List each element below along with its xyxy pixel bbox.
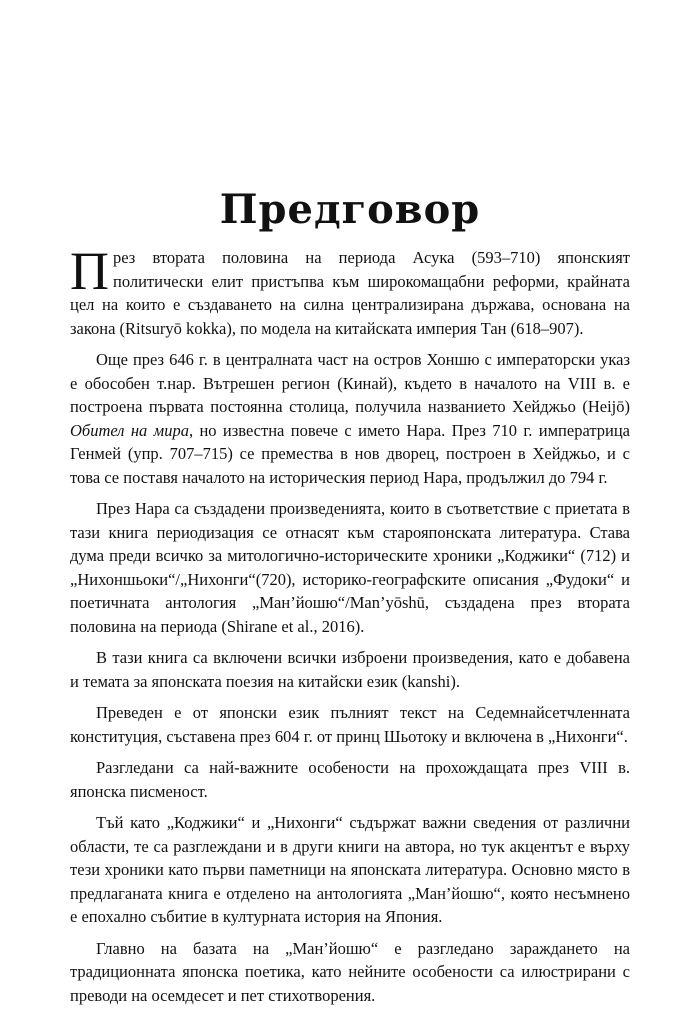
paragraph-2-text-a: Още през 646 г. в централната част на остров Хоншю с императорски указ е обособен т.нар. Вътрешен регион (Кинай), където в началото на VIII в. е построена първата постоянна столица, получила названието Хейджьо (Heijō) (70, 350, 630, 416)
paragraph-2 (70, 348, 630, 489)
paragraph-4: В тази книга са включени всички изброени произведения, като е добавена и темата за японската поезия на китайски език (kanshi). (70, 648, 630, 691)
paragraph-1-text: рез втората половина на периода Асука (593–710) японският политически елит пристъпва към широкомащабни реформи, крайната цел на които е създаването на силна централизирана държава, основана на закона (Ritsuryō kokka), по модела на китайската империя Тан (618–907). (70, 248, 630, 338)
paragraph-6: Разгледани са най-важните особености на прохождащата през VIII в. японска писменост. (70, 758, 630, 801)
paragraph-1 (70, 241, 630, 340)
page-title: Предговор (219, 186, 481, 233)
paragraph-7: Тъй като „Коджики“ и „Нихонги“ съдържат важни сведения от различни области, те са разглеждани и в други книги на автора, но тук акцентът е върху тези хроники като първи паметници на японската литература. Основно място в предлаганата книга е отделено на антологията „Ман’йошю“, която несъмнено е епохално събитие в културната история на Япония. (70, 813, 630, 926)
paragraph-3: През Нара са създадени произведенията, които в съответствие с приетата в тази книга периодизация се отнасят към старояпонската литература. Става дума преди всичко за митологично-историческите хроники „Коджики“ (712) и „Нихоншьоки“/„Нихонги“(720), историко-географските описания „Фудоки“ и поетичната антология „Ман’йошю“/Man’yōshū, създадена през втората половина на периода (Shirane et al., 2016). (70, 499, 630, 636)
paragraph-2-italic: Обител на мира (70, 420, 189, 440)
paragraph-8: Главно на базата на „Ман’йошю“ е разгледано зараждането на традиционната японска поетика, като нейните особености са илюстрирани с преводи на осемдесет и пет стихотворения. (70, 938, 630, 1005)
drop-cap: П (70, 241, 109, 301)
paragraph-2-text-b: , но известна повече с името Нара. През 710 г. императрица Генмей (упр. 707–715) се премества в нов дворец, построен в Хейджьо, и с това се поставя началото на историческия период Нара, продължил до 794 г. (70, 420, 630, 487)
preface-body (70, 241, 630, 1015)
paragraph-5: Преведен е от японски език пълният текст на Седемнайсетчленната конституция, съставена през 604 г. от принц Шьотоку и включена в „Нихонги“. (70, 703, 630, 746)
